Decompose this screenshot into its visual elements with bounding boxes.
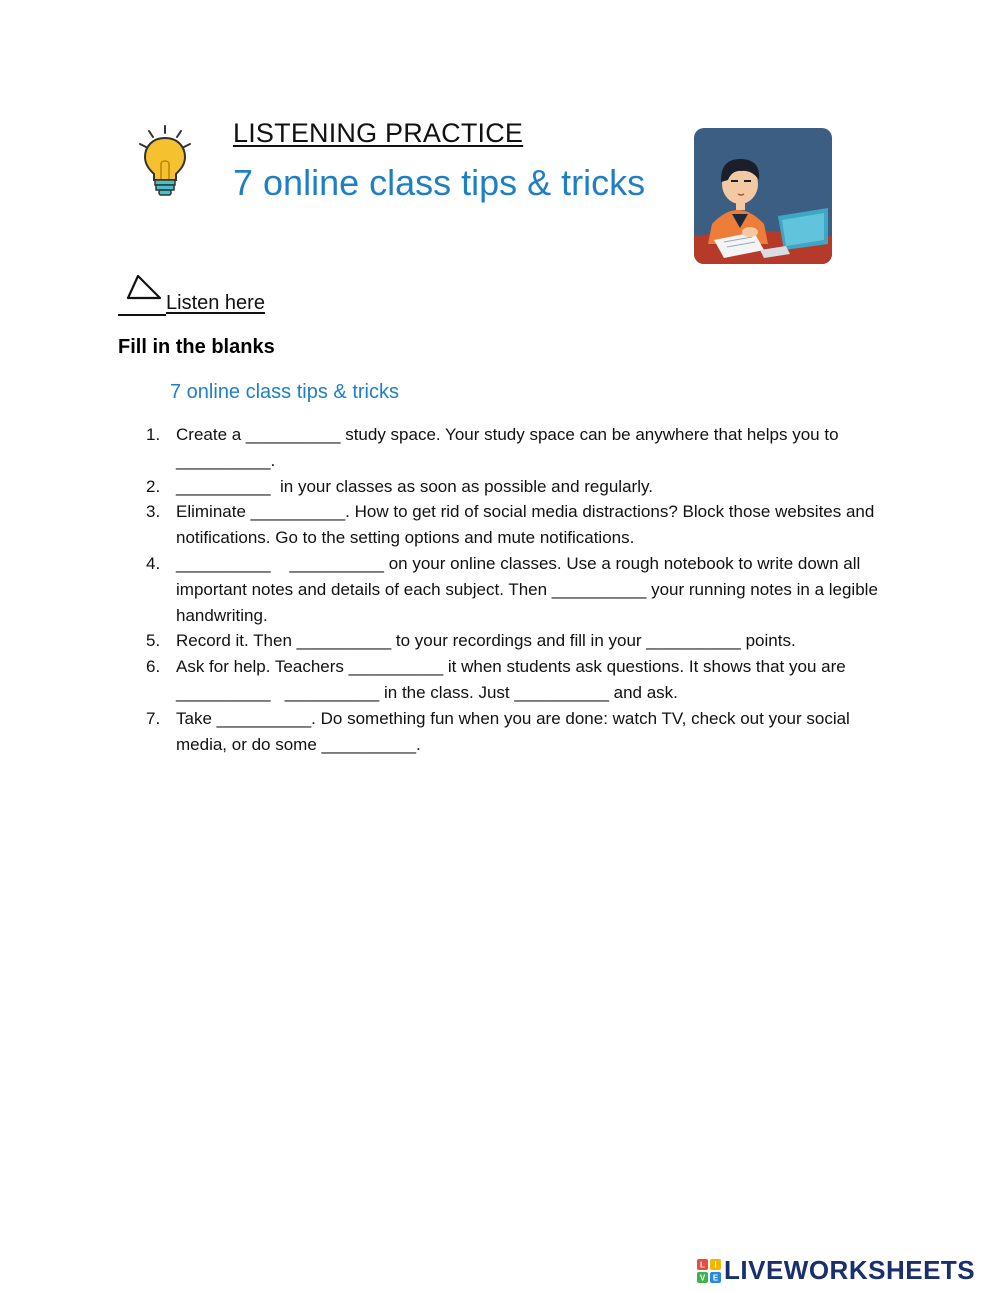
tips-list [146,422,886,757]
tip-text: __________ __________ on your online classes. Use a rough notebook to write down all important notes and details of each subject. Then __________ your running notes in a legible handwriting. [176,553,883,625]
tip-number: 6. [146,657,161,677]
logo-letter: I [714,1260,717,1270]
tip-item [146,654,886,706]
tip-number: 1. [146,425,161,444]
logo-letter: E [712,1273,719,1283]
listen-link[interactable] [118,272,278,318]
lightbulb-icon [136,124,194,198]
tip-number: 3. [146,502,161,522]
tip-item [146,628,886,654]
tip-number: 4. [146,553,161,573]
practice-kicker: LISTENING PRACTICE [233,118,524,148]
logo-letter: V [699,1273,706,1283]
brand-name: LIVEWORKSHEETS [724,1255,976,1285]
tip-text: Record it. Then __________ to your recordings and fill in your __________ points. [176,631,796,651]
liveworksheets-logo-icon [697,1259,721,1283]
exercise-subtitle: 7 online class tips & tricks [170,381,399,403]
listen-underline-stroke [118,314,166,316]
tip-item [146,499,886,551]
logo-letter: L [700,1260,705,1270]
exercise-heading: Fill in the blanks [118,336,275,358]
play-cursor-icon [124,272,164,302]
listen-label: Listen here [166,292,265,314]
tip-number: 7. [146,708,161,728]
tip-item [146,706,886,758]
tip-number: 2. [146,476,161,496]
tip-text: Ask for help. Teachers __________ it when students ask questions. It shows that you are __________ __________ in the class. Just __________ and ask. [176,657,851,702]
tip-text: Eliminate __________. How to get rid of social media distractions? Block those websites and notifications. Go to the setting options and mute notifications. [176,502,880,548]
student-laptop-illustration [694,128,832,264]
tip-item [146,422,886,474]
tip-text: __________ in your classes as soon as possible and regularly. [176,476,653,496]
worksheet-title: 7 online class tips & tricks [233,162,646,203]
liveworksheets-brand [697,1255,997,1285]
tip-text: Create a __________ study space. Your study space can be anywhere that helps you to __________. [176,425,844,470]
tip-item [146,551,886,628]
tip-text: Take __________. Do something fun when you are done: watch TV, check out your social media, or do some __________. [176,708,855,754]
tip-number: 5. [146,631,161,651]
tip-item [146,474,886,500]
